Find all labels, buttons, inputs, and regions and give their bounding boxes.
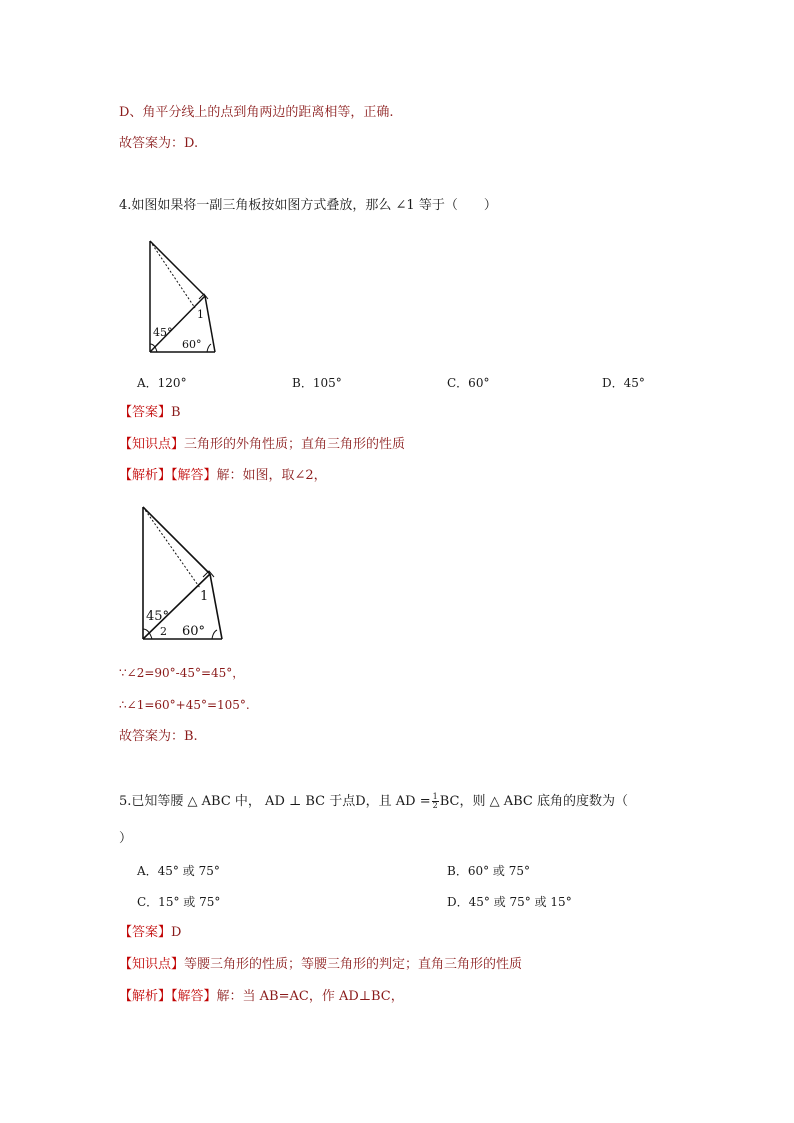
q5-option-c: C．15° 或 75° [137,895,221,909]
q4-answer-line [119,404,181,422]
q5-option-b: B．60° 或 75° [447,864,530,878]
q5-option-d: D．45° 或 75° 或 15° [447,895,572,909]
q4-fig1-label-1: 1 [197,308,204,321]
q5-fraction [432,793,439,810]
prev-option-d: D、角平分线上的点到角两边的距离相等，正确. [119,105,394,120]
prev-answer: 故答案为：D. [119,136,199,151]
q4-step-1: ∵∠2=90°-45°=45°， [119,666,245,680]
q4-fig1-label-45: 45° [153,326,173,339]
q4-analysis-line [119,467,327,485]
q4-stem: 4.如图如果将一副三角板按如图方式叠放，那么 ∠1 等于（ ） [119,198,497,213]
q4-fig2-label-2: 2 [160,625,167,638]
q4-answer-tag: 【答案】 [119,405,172,420]
q5-frac-numerator: 1 [432,792,438,801]
q5-stem-part-c: ） [119,831,133,846]
q4-knowledge-tag: 【知识点】 [119,437,185,452]
q4-knowledge-line [119,436,405,454]
q4-fig2-label-60: 60° [182,624,206,639]
q5-knowledge-tag: 【知识点】 [119,957,185,972]
q5-frac-denominator: 2 [432,801,438,810]
q4-conclusion: 故答案为：B. [119,729,198,744]
q5-stem-part-b: BC，则 △ ABC 底角的度数为（ [439,794,628,809]
q4-analysis-tag: 【解析】【解答】 [119,468,217,483]
q4-analysis: 解：如图，取∠2， [216,468,327,483]
q5-knowledge: 等腰三角形的性质；等腰三角形的判定；直角三角形的性质 [184,957,523,972]
q5-knowledge-line [119,956,522,974]
q4-figure-triangles [145,236,221,358]
q4-step-2: ∴∠1=60°+45°=105°. [119,698,250,712]
q4-answer: B [171,405,181,420]
q4-option-c: C．60° [447,376,490,390]
q4-option-d: D．45° [602,376,645,390]
q4-solution-figure [138,502,228,646]
q4-option-b: B．105° [292,376,342,390]
q4-fig2-label-45: 45° [146,609,170,624]
q5-answer: D [171,925,182,940]
q4-fig2-label-1: 1 [200,589,209,604]
q5-analysis-tag: 【解析】【解答】 [119,989,217,1004]
q5-answer-tag: 【答案】 [119,925,172,940]
q5-stem [119,793,628,811]
q5-option-a: A．45° 或 75° [137,864,220,878]
q4-option-a: A．120° [137,376,187,390]
q4-fig1-label-60: 60° [182,338,202,351]
q4-knowledge: 三角形的外角性质；直角三角形的性质 [184,437,406,452]
q5-answer-line [119,924,181,942]
q5-stem-part-a: 5.已知等腰 △ ABC 中， AD ⊥ BC 于点D，且 AD = [119,794,431,809]
q5-analysis: 解：当 AB=AC，作 AD⊥BC， [216,989,404,1004]
q5-analysis-line [119,988,404,1006]
